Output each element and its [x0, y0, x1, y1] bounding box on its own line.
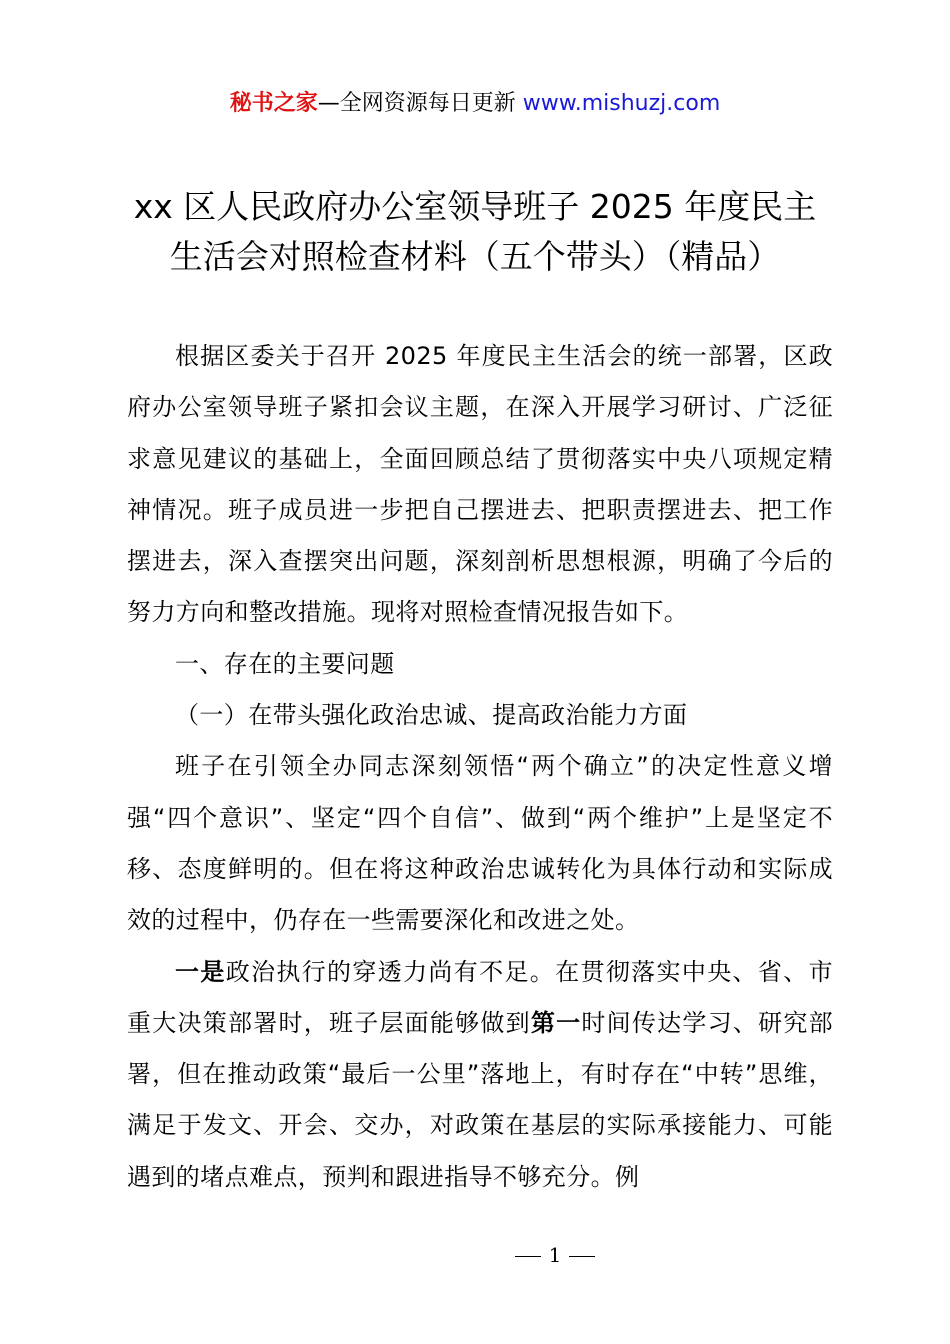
footer-dash-left	[515, 1256, 541, 1257]
document-title	[60, 182, 890, 282]
para3-bold-2: 第一	[530, 1008, 582, 1037]
document-body	[127, 331, 833, 1203]
section-heading: 一、存在的主要问题	[175, 649, 395, 678]
para3-text-1: 政治执行的穿透力尚有不足。在贯彻落实中央、省、市重大决策部署时，班子层面能够做到	[127, 957, 833, 1037]
intro-paragraph: 根据区委关于召开 2025 年度民主生活会的统一部署，区政府办公室领导班子紧扣会议主题，在深入开展学习研讨、广泛征求意见建议的基础上，全面回顾总结了贯彻落实中央八项规定精神情况。班子成员进一步把自己摆进去、把职责摆进去、把工作摆进去，深入查摆突出问题，深刻剖析思想根源，明确了今后的努力方向和整改措施。现将对照检查情况报告如下。	[127, 342, 833, 627]
title-line-2: 生活会对照检查材料（五个带头）（精品）	[169, 237, 781, 276]
body-paragraph-3	[127, 947, 833, 1203]
site-url-link[interactable]: www.mishuzj.com	[522, 91, 721, 116]
site-header	[0, 84, 950, 124]
footer-dash-right	[569, 1256, 595, 1257]
header-tagline: —全网资源每日更新	[317, 91, 523, 116]
para3-text-2: 时间传达学习、研究部署，但在推动政策“最后一公里”落地上，有时存在“中转”思维，满足于发文、开会、交办，对政策在基层的实际承接能力、可能遇到的堵点难点，预判和跟进指导不够充分。例	[127, 1008, 833, 1191]
page-footer	[0, 1240, 950, 1270]
body-paragraph-2: 班子在引领全办同志深刻领悟“两个确立”的决定性意义增强“四个意识”、坚定“四个自信”、做到“两个维护”上是坚定不移、态度鲜明的。但在将这种政治忠诚转化为具体行动和实际成效的过程中，仍存在一些需要深化和改进之处。	[127, 752, 833, 935]
brand-name: 秘书之家	[229, 91, 318, 116]
subsection-heading: （一）在带头强化政治忠诚、提高政治能力方面	[175, 701, 688, 730]
page-number: 1	[548, 1243, 562, 1267]
para3-lead: 一是	[175, 957, 226, 986]
title-line-1: xx 区人民政府办公室领导班子 2025 年度民主	[133, 187, 817, 226]
